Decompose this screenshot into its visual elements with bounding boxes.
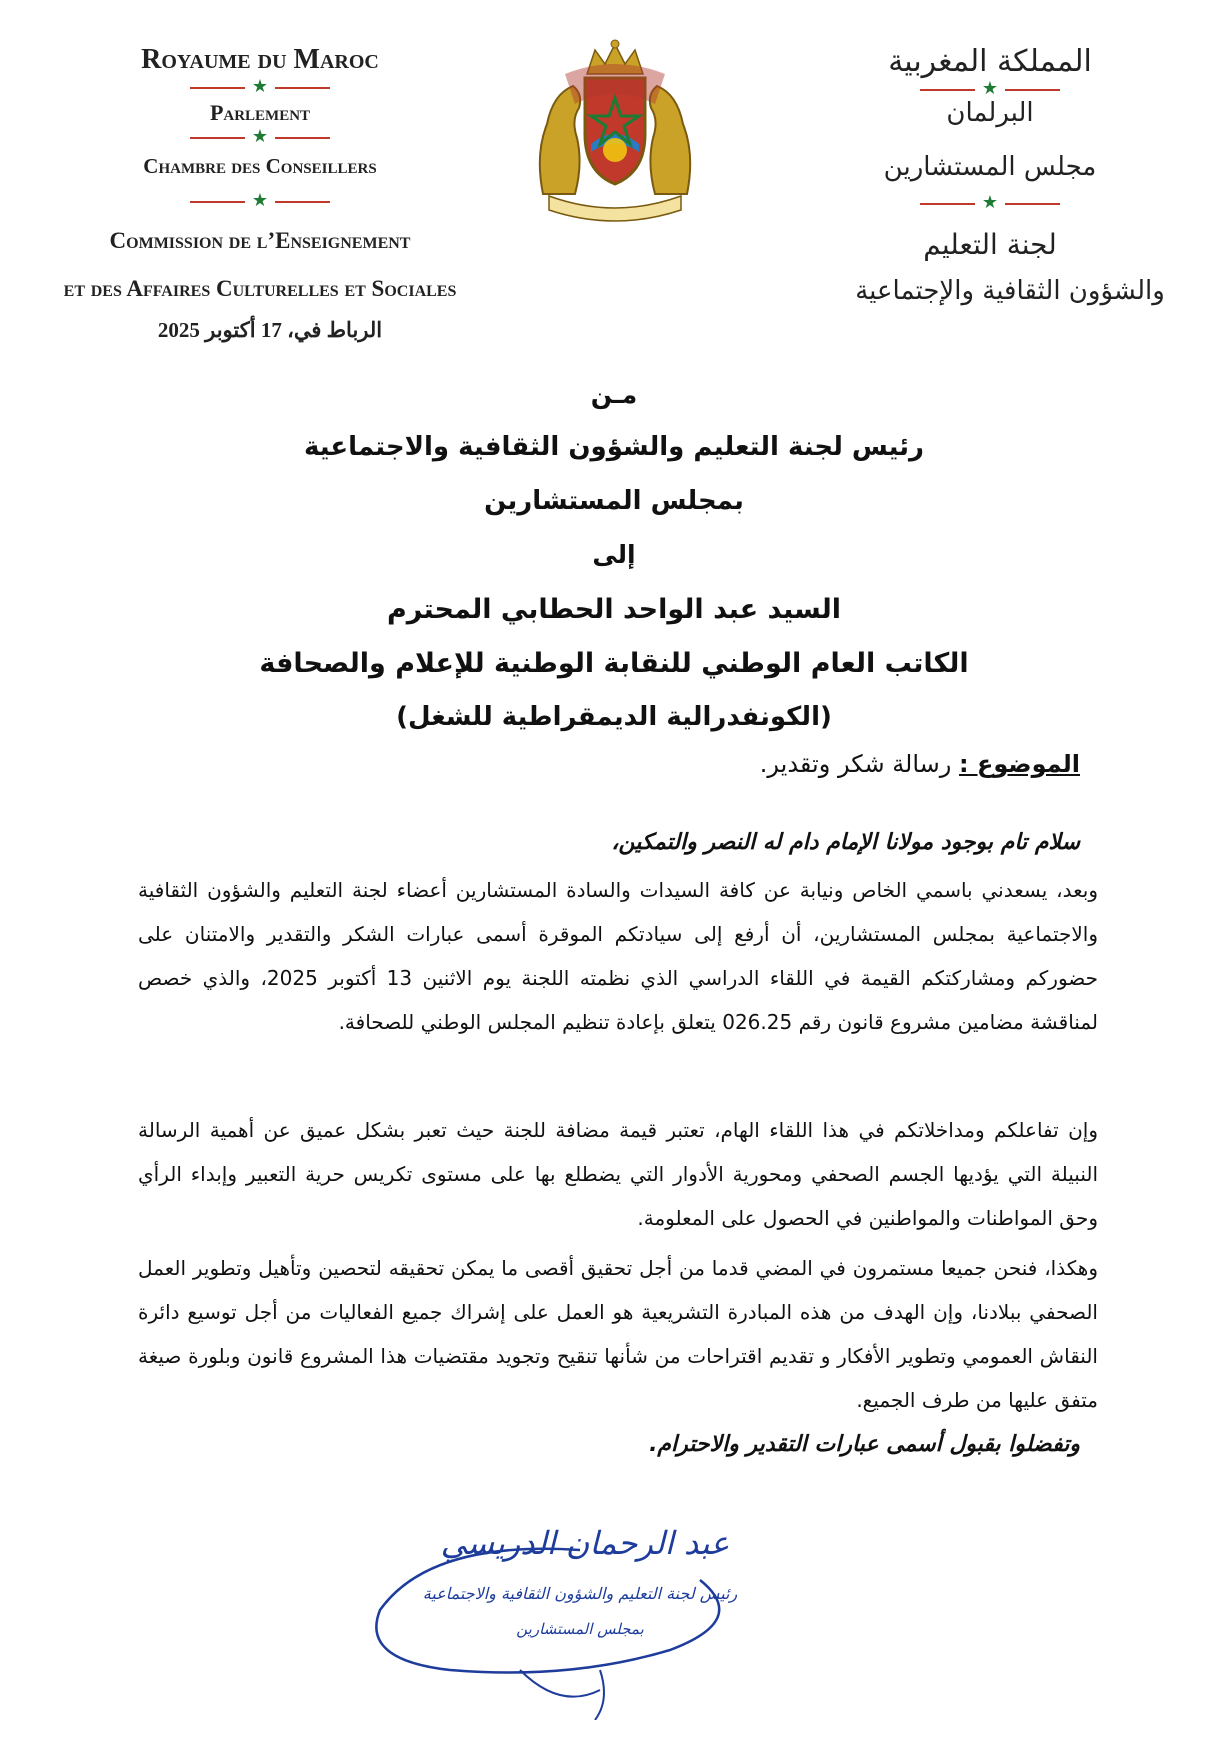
header-fr-separator-3: [190, 190, 330, 214]
recipient-line2: الكاتب العام الوطني للنقابة الوطنية للإعلام والصحافة: [259, 648, 969, 679]
header-ar-parliament: البرلمان: [946, 98, 1034, 128]
closing-line: وتفضلوا بقبول أسمى عبارات التقدير والاحترام.: [649, 1432, 1080, 1457]
signature-title-line1: رئيس لجنة التعليم والشؤون الثقافية والاجتماعية: [422, 1584, 738, 1603]
header-fr-separator-1: [190, 76, 330, 100]
star-icon: ★: [981, 192, 999, 213]
body-paragraph-3: وهكذا، فنحن جميعا مستمرون في المضي قدما من أجل تحقيق أقصى ما يمكن تحقيقه لتحصين وتأهيل وتطوير العمل الصحفي ببلادنا، وإن الهدف من هذه المبادرة التشريعية هو العمل على إشراك جميع الفعاليات من أجل توسيع دائرة النقاش العمومي وتطوير الأفكار و تقديم اقتراحات من شأنها تنقيح وتجويد مقتضيات هذا المشروع قانون وبلورة صيغة متفق عليها من طرف الجميع.: [138, 1256, 1098, 1412]
body-paragraph-2: وإن تفاعلكم ومداخلاتكم في هذا اللقاء الهام، تعتبر قيمة مضافة للجنة حيث تعبر بشكل عميق عن أهمية الرسالة النبيلة التي يؤديها الجسم الصحفي ومحورية الأدوار التي يضطلع بها على مستوى تكريس حرية التعبير وإبداء الرأي وحق المواطنات والمواطنين في الحصول على المعلومة.: [138, 1118, 1098, 1230]
subject-line: [580, 750, 1080, 778]
header-ar-chamber: مجلس المستشارين: [883, 152, 1097, 182]
header-ar-kingdom: المملكة المغربية: [888, 44, 1092, 79]
signature-name: عبد الرحمان الدريسي: [440, 1524, 730, 1562]
header-ar-separator-2: [920, 192, 1060, 216]
greeting: سلام تام بوجود مولانا الإمام دام له النصر والتمكين،: [611, 830, 1080, 855]
header-fr-separator-2: [190, 126, 330, 150]
signature-title-line2: بمجلس المستشارين: [516, 1620, 644, 1638]
star-icon: ★: [981, 78, 999, 99]
header-fr-parliament: Parlement: [209, 100, 311, 125]
star-icon: ★: [251, 126, 269, 147]
header-fr-commission-line2: et des Affaires Culturelles et Sociales: [63, 276, 457, 301]
subject-text: رسالة شكر وتقدير.: [759, 750, 952, 778]
header-ar-commission-line2: والشؤون الثقافية والإجتماعية: [855, 276, 1165, 306]
from-label: مـن: [590, 380, 638, 409]
header-fr-commission-line1: Commission de l’Enseignement: [109, 228, 411, 253]
header-fr-kingdom: Royaume du Maroc: [141, 44, 379, 75]
letter-date: الرباط في، 17 أكتوبر 2025: [157, 318, 383, 342]
sender-line2: بمجلس المستشارين: [484, 486, 744, 516]
body-paragraph-1: وبعد، يسعدني باسمي الخاص ونيابة عن كافة السيدات والسادة المستشارين أعضاء لجنة التعليم والشؤون الثقافية والاجتماعية بمجلس المستشارين، أن أرفع إلى سيادتكم الموقرة أسمى عبارات الشكر والتقدير والامتنان على حضوركم ومشاركتكم القيمة في اللقاء الدراسي الذي نظمته اللجنة يوم الاثنين 13 أكتوبر 2025، والذي خصص لمناقشة مضامين مشروع قانون رقم 026.25 يتعلق بإعادة تنظيم المجلس الوطني للصحافة.: [138, 878, 1099, 1034]
recipient-line1: السيد عبد الواحد الحطابي المحترم: [386, 594, 842, 625]
header-fr-chamber: Chambre des Conseillers: [143, 154, 377, 178]
header-ar-commission-line1: لجنة التعليم: [923, 228, 1057, 261]
to-label: إلى: [592, 540, 636, 569]
moroccan-coat-of-arms-icon: [525, 34, 705, 224]
star-icon: ★: [251, 190, 269, 211]
recipient-line3: (الكونفدرالية الديمقراطية للشغل): [396, 702, 832, 732]
sender-line1: رئيس لجنة التعليم والشؤون الثقافية والاجتماعية: [303, 432, 925, 462]
star-icon: ★: [251, 76, 269, 97]
subject-label: الموضوع :: [959, 750, 1080, 778]
